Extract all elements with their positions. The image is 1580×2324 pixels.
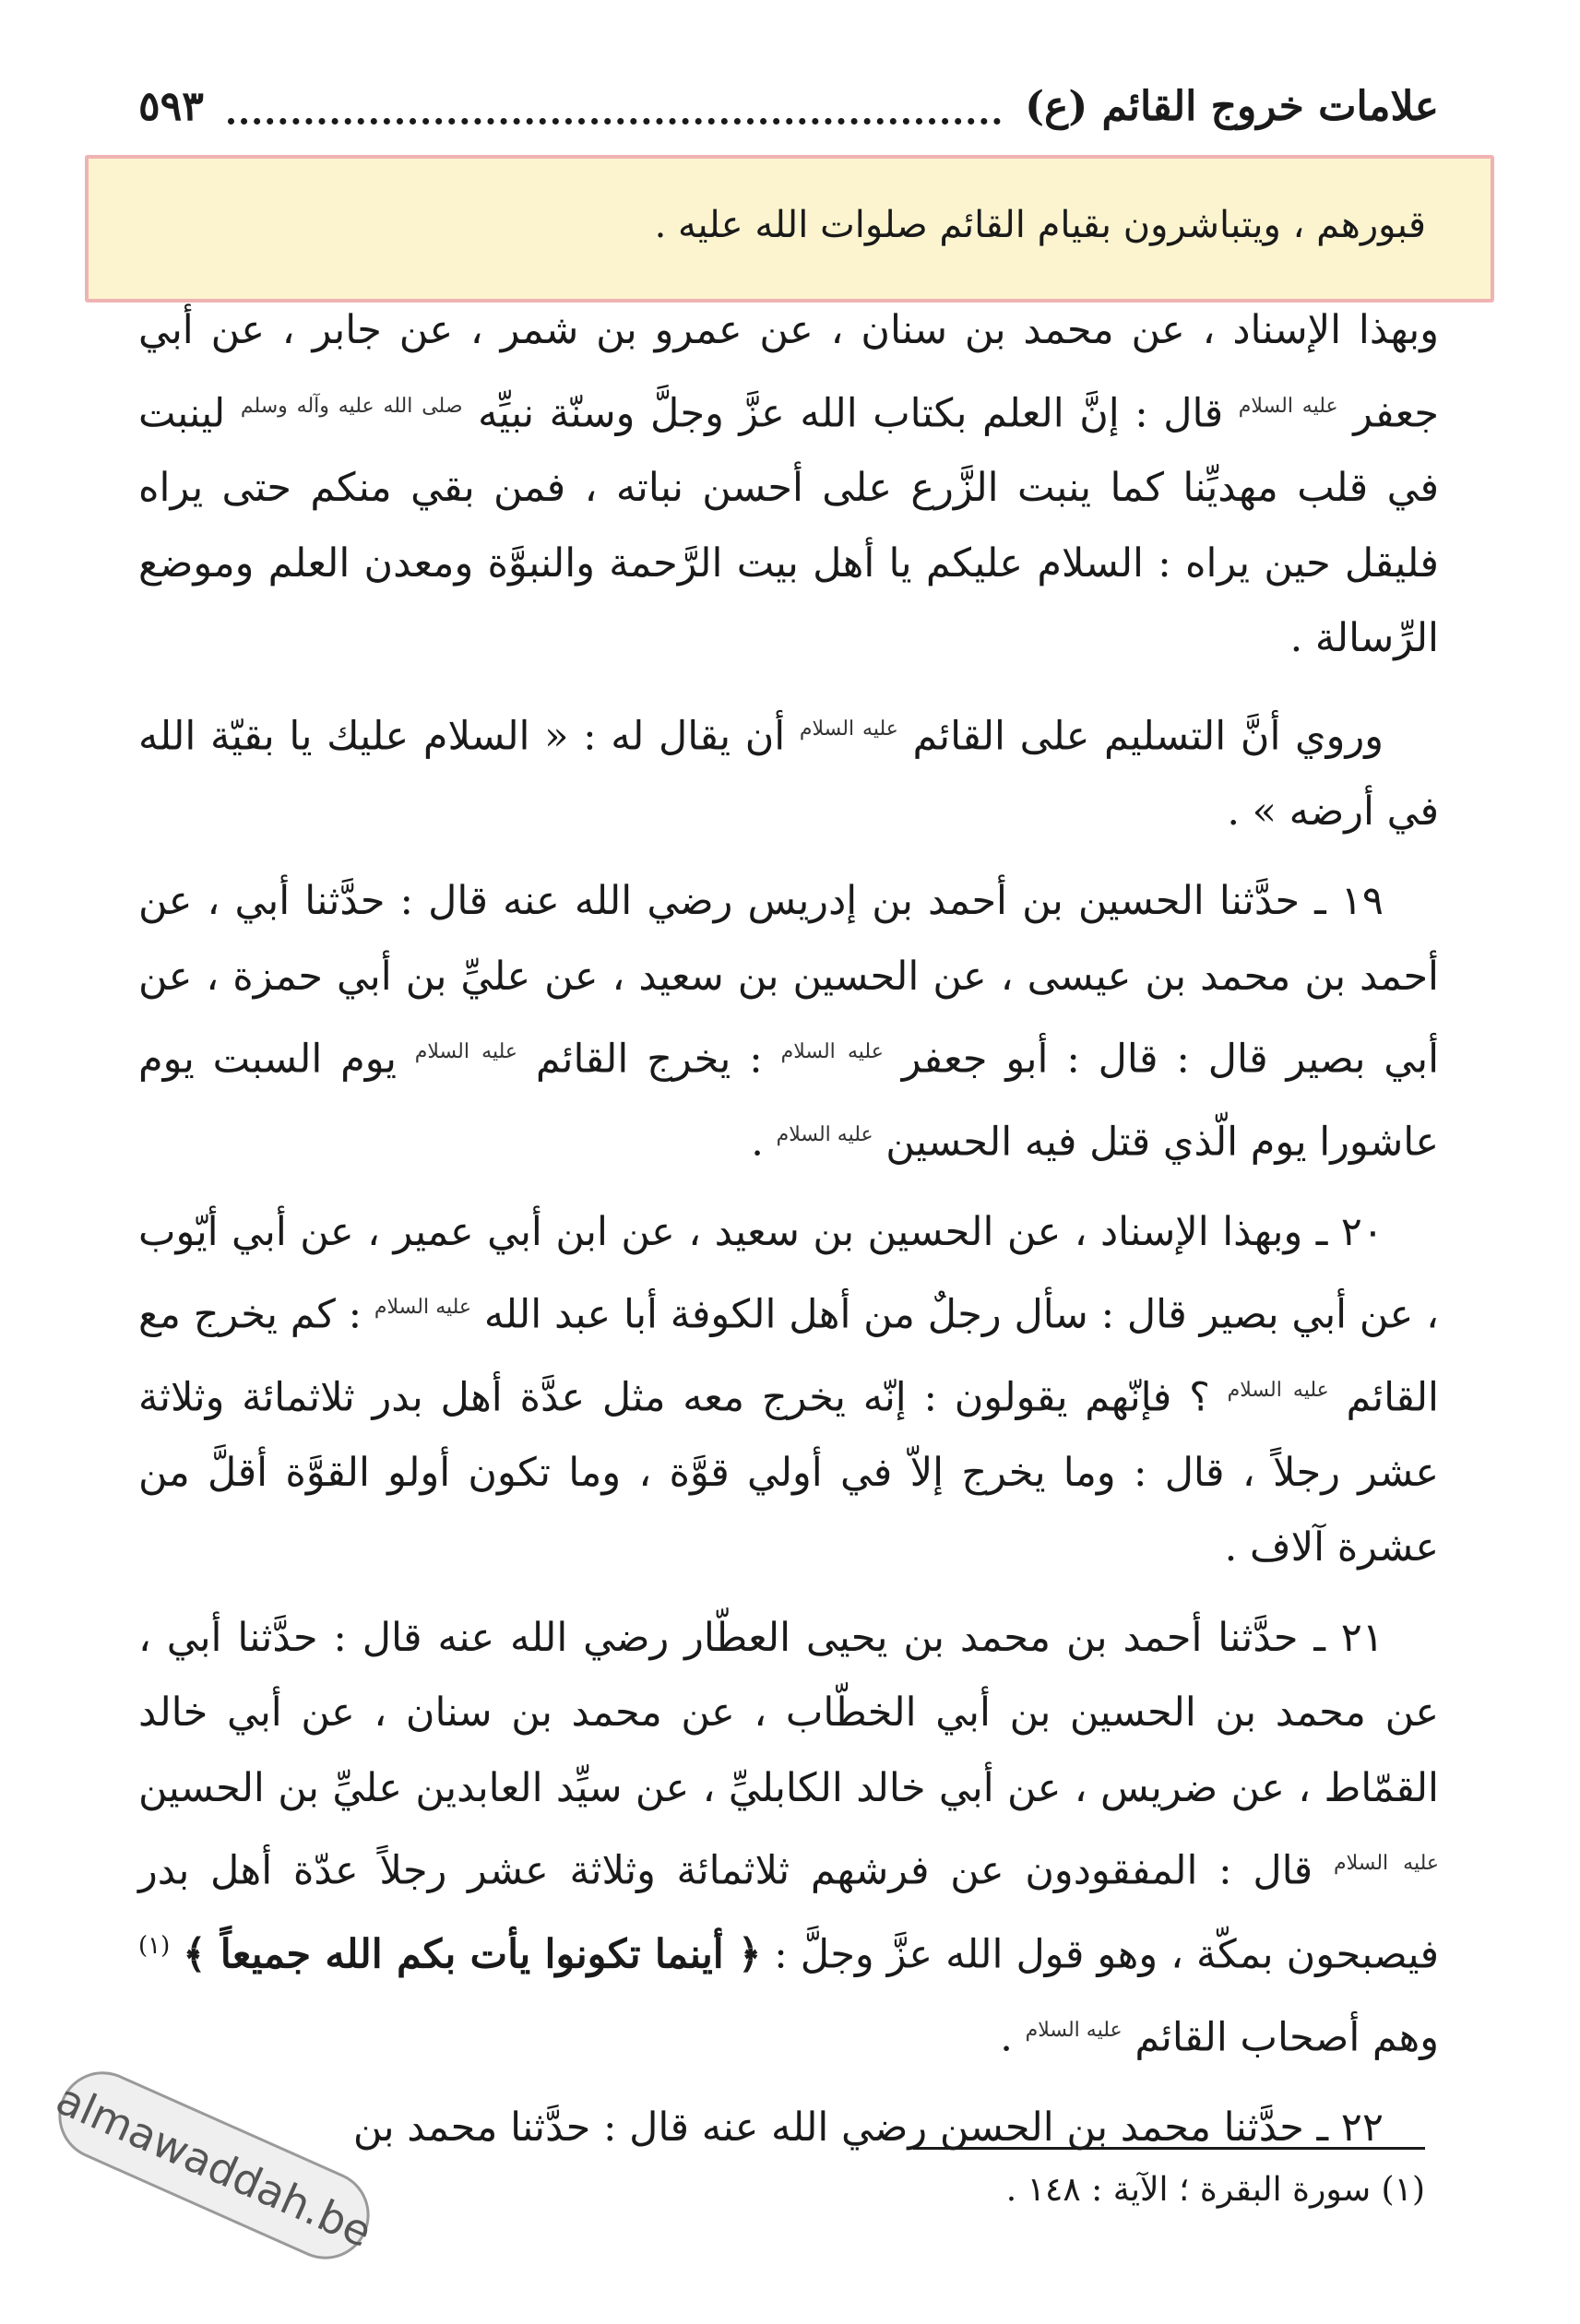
paragraph bbox=[138, 1195, 1439, 1586]
honorific-glyph: عليه السلام bbox=[776, 1122, 873, 1146]
paragraph bbox=[138, 692, 1439, 849]
paragraph bbox=[138, 2091, 1439, 2166]
text-run: يوم السبت يوم عاشورا يوم الّذي قتل فيه الحسين bbox=[138, 1036, 1439, 1166]
running-header bbox=[138, 74, 1439, 138]
honorific-glyph: عليه السلام bbox=[1333, 1852, 1440, 1876]
highlight-text: قبورهم ، ويتباشرون بقيام القائم صلوات الله عليه . bbox=[654, 204, 1426, 246]
footnote: (١) سورة البقرة ؛ الآية : ١٤٨ . bbox=[1005, 2171, 1425, 2209]
text-run: وهم أصحاب القائم bbox=[1135, 2014, 1439, 2061]
watermark-stamp: almawaddah.be bbox=[44, 2057, 384, 2273]
honorific-glyph: عليه السلام bbox=[374, 1296, 472, 1320]
paragraph bbox=[138, 1601, 1439, 2076]
text-run: وبهذا الإسناد ، عن محمد بن سنان ، عن عمرو بن شمر ، عن جابر ، عن أبي جعفر bbox=[138, 307, 1440, 436]
footnote-reference: (١) bbox=[138, 1932, 171, 1961]
footnote-divider bbox=[913, 2147, 1425, 2150]
text-run: أن يقال له : « السلام عليك يا بقيّة الله في أرضه » . bbox=[138, 713, 1439, 835]
text-run: قال : إنَّ العلم بكتاب الله عزَّ وجلَّ وسنّة نبيِّه bbox=[478, 389, 1224, 436]
text-run: ؟ فإنّهم يقولون : إنّه يخرج معه مثل عدَّة أهل بدر ثلاثمائة وثلاثة عشر رجلاً ، قال : وما يخرج إلاّ في أولي قوَّة ، وما تكون أولو القوَّة أقلَّ من عشرة آلاف . bbox=[138, 1374, 1439, 1571]
text-run: ٢٢ ـ حدَّثنا محمد بن الحسن رضي الله عنه قال : حدَّثنا محمد بن bbox=[352, 2104, 1384, 2151]
main-text bbox=[138, 293, 1439, 2180]
honorific-glyph: عليه السلام bbox=[414, 1040, 517, 1064]
honorific-glyph: عليه السلام bbox=[799, 717, 898, 741]
text-run: ٢٠ ـ وبهذا الإسناد ، عن الحسين بن سعيد ، عن ابن أبي عمير ، عن أبي أيّوب ، عن أبي بصير قال : سأل رجلٌ من أهل الكوفة أبا عبد الله bbox=[138, 1208, 1439, 1338]
honorific-glyph: عليه السلام bbox=[1238, 394, 1338, 418]
honorific-glyph: عليه السلام bbox=[780, 1040, 884, 1064]
text-run: : يخرج القائم bbox=[535, 1036, 763, 1083]
text-run: لينبت في قلب مهديِّنا كما ينبت الزَّرع على أحسن نباته ، فمن بقي منكم حتى يراه فليقل حين يراه : السلام عليكم يا أهل بيت الرَّحمة والنبوَّة ومعدن العلم وموضع الرِّسالة . bbox=[138, 389, 1439, 662]
text-run: : كم يخرج مع القائم bbox=[138, 1291, 1440, 1421]
header-title: علامات خروج القائم (ع) bbox=[1025, 82, 1439, 130]
honorific-glyph: صلى الله عليه وآله وسلم bbox=[240, 394, 463, 418]
page-number: ٥٩٣ bbox=[138, 82, 204, 130]
paragraph bbox=[138, 293, 1439, 677]
paragraph bbox=[138, 864, 1439, 1180]
highlight-box bbox=[85, 155, 1494, 302]
header-dot-leader bbox=[228, 77, 1001, 125]
text-run: . bbox=[751, 1119, 764, 1166]
text-run: . bbox=[1000, 2014, 1013, 2061]
text-run: قال : المفقودون عن فرشهم ثلاثمائة وثلاثة عشر رجلاً عدّة أهل بدر فيصبحون بمكّة ، وهو قول الله عزَّ وجلَّ : bbox=[138, 1847, 1439, 1978]
text-run: ١٩ ـ حدَّثنا الحسين بن أحمد بن إدريس رضي الله عنه قال : حدَّثنا أبي ، عن أحمد بن محمد بن عيسى ، عن الحسين بن سعيد ، عن عليِّ بن أبي حمزة ، عن أبي بصير قال : قال : أبو جعفر bbox=[138, 878, 1440, 1083]
honorific-glyph: عليه السلام bbox=[1227, 1379, 1329, 1403]
quran-verse: ﴿ أينما تكونوا يأت بكم الله جميعاً ﴾ bbox=[183, 1931, 762, 1978]
honorific-glyph: عليه السلام bbox=[1025, 2019, 1123, 2043]
text-run: وروي أنَّ التسليم على القائم bbox=[912, 713, 1384, 760]
text-run: ٢١ ـ حدَّثنا أحمد بن محمد بن يحيى العطّار رضي الله عنه قال : حدَّثنا أبي ، عن محمد بن الحسين بن أبي الخطّاب ، عن محمد بن سنان ، عن أبي خالد القمّاط ، عن ضريس ، عن أبي خالد الكابليِّ ، عن سيِّد العابدين عليِّ بن الحسين bbox=[138, 1614, 1439, 1811]
